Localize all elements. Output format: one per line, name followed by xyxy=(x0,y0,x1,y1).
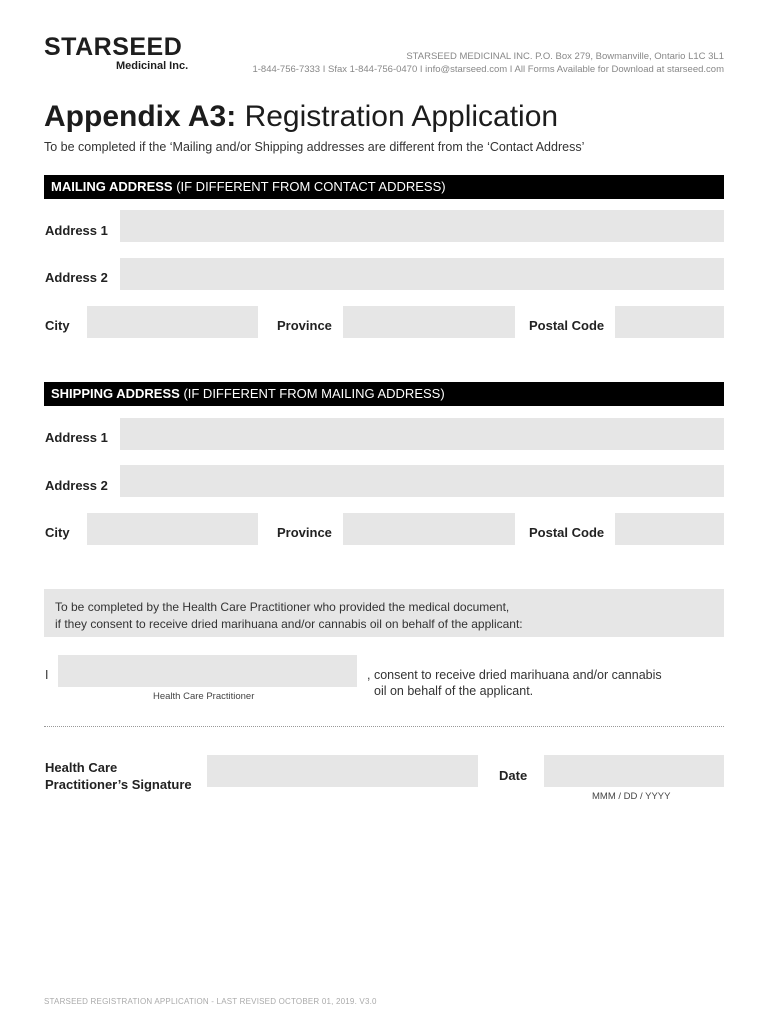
page-title-bold: Appendix A3: xyxy=(44,100,237,133)
date-field[interactable] xyxy=(544,755,724,787)
shipping-section-heading xyxy=(44,382,724,406)
mailing-postal-label: Postal Code xyxy=(529,318,605,333)
practitioner-name-caption: Health Care Practitioner xyxy=(153,691,255,702)
consent-text-line1: , consent to receive dried marihuana and/or cannabis xyxy=(367,668,662,682)
section-divider xyxy=(44,726,724,727)
mailing-province-field[interactable] xyxy=(343,306,515,338)
mailing-address1-label: Address 1 xyxy=(45,223,108,238)
company-contact-line: 1-844-756-7333 I Sfax 1-844-756-0470 I info@starseed.com I All Forms Available for Download at starseed.com xyxy=(252,64,724,75)
page-title-rest: Registration Application xyxy=(236,100,559,133)
signature-label-line2: Practitioner’s Signature xyxy=(45,777,192,792)
shipping-address1-field[interactable] xyxy=(120,418,724,450)
signature-label xyxy=(45,759,192,793)
signature-field[interactable] xyxy=(207,755,478,787)
shipping-province-field[interactable] xyxy=(343,513,515,545)
shipping-address2-field[interactable] xyxy=(120,465,724,497)
practitioner-note-line2: if they consent to receive dried marihuana and/or cannabis oil on behalf of the applicant: xyxy=(55,617,523,631)
mailing-address2-label: Address 2 xyxy=(45,270,108,285)
practitioner-name-field[interactable] xyxy=(58,655,357,687)
shipping-heading-rest: (IF DIFFERENT FROM MAILING ADDRESS) xyxy=(179,386,445,401)
shipping-city-field[interactable] xyxy=(87,513,258,545)
shipping-city-label: City xyxy=(45,525,70,540)
mailing-address1-field[interactable] xyxy=(120,210,724,242)
shipping-address2-label: Address 2 xyxy=(45,478,108,493)
company-logo-subtitle: Medicinal Inc. xyxy=(116,60,189,72)
mailing-address2-field[interactable] xyxy=(120,258,724,290)
practitioner-note-box xyxy=(44,589,724,637)
company-logo-wordmark: STARSEED xyxy=(44,33,183,61)
signature-label-line1: Health Care xyxy=(45,760,118,775)
practitioner-note-line1: To be completed by the Health Care Practitioner who provided the medical document, xyxy=(55,600,510,614)
consent-text-line2: oil on behalf of the applicant. xyxy=(374,684,534,698)
mailing-city-field[interactable] xyxy=(87,306,258,338)
mailing-heading-rest: (IF DIFFERENT FROM CONTACT ADDRESS) xyxy=(172,179,446,194)
page-title xyxy=(44,100,558,134)
mailing-heading-bold: MAILING ADDRESS xyxy=(51,179,173,194)
company-address-line: STARSEED MEDICINAL INC. P.O. Box 279, Bowmanville, Ontario L1C 3L1 xyxy=(406,51,724,62)
mailing-postal-field[interactable] xyxy=(615,306,724,338)
date-label: Date xyxy=(499,768,528,783)
date-format-caption: MMM / DD / YYYY xyxy=(592,791,671,802)
shipping-postal-field[interactable] xyxy=(615,513,724,545)
shipping-postal-label: Postal Code xyxy=(529,525,605,540)
shipping-address1-label: Address 1 xyxy=(45,430,108,445)
page-footer: STARSEED REGISTRATION APPLICATION - LAST REVISED OCTOBER 01, 2019. V3.0 xyxy=(44,997,377,1006)
shipping-province-label: Province xyxy=(277,525,332,540)
mailing-province-label: Province xyxy=(277,318,332,333)
page-subtitle: To be completed if the ‘Mailing and/or Shipping addresses are different from the ‘Contact Address’ xyxy=(44,140,585,154)
mailing-section-heading xyxy=(44,175,724,199)
shipping-heading-bold: SHIPPING ADDRESS xyxy=(51,386,180,401)
mailing-city-label: City xyxy=(45,318,70,333)
consent-i-label: I xyxy=(45,668,49,682)
